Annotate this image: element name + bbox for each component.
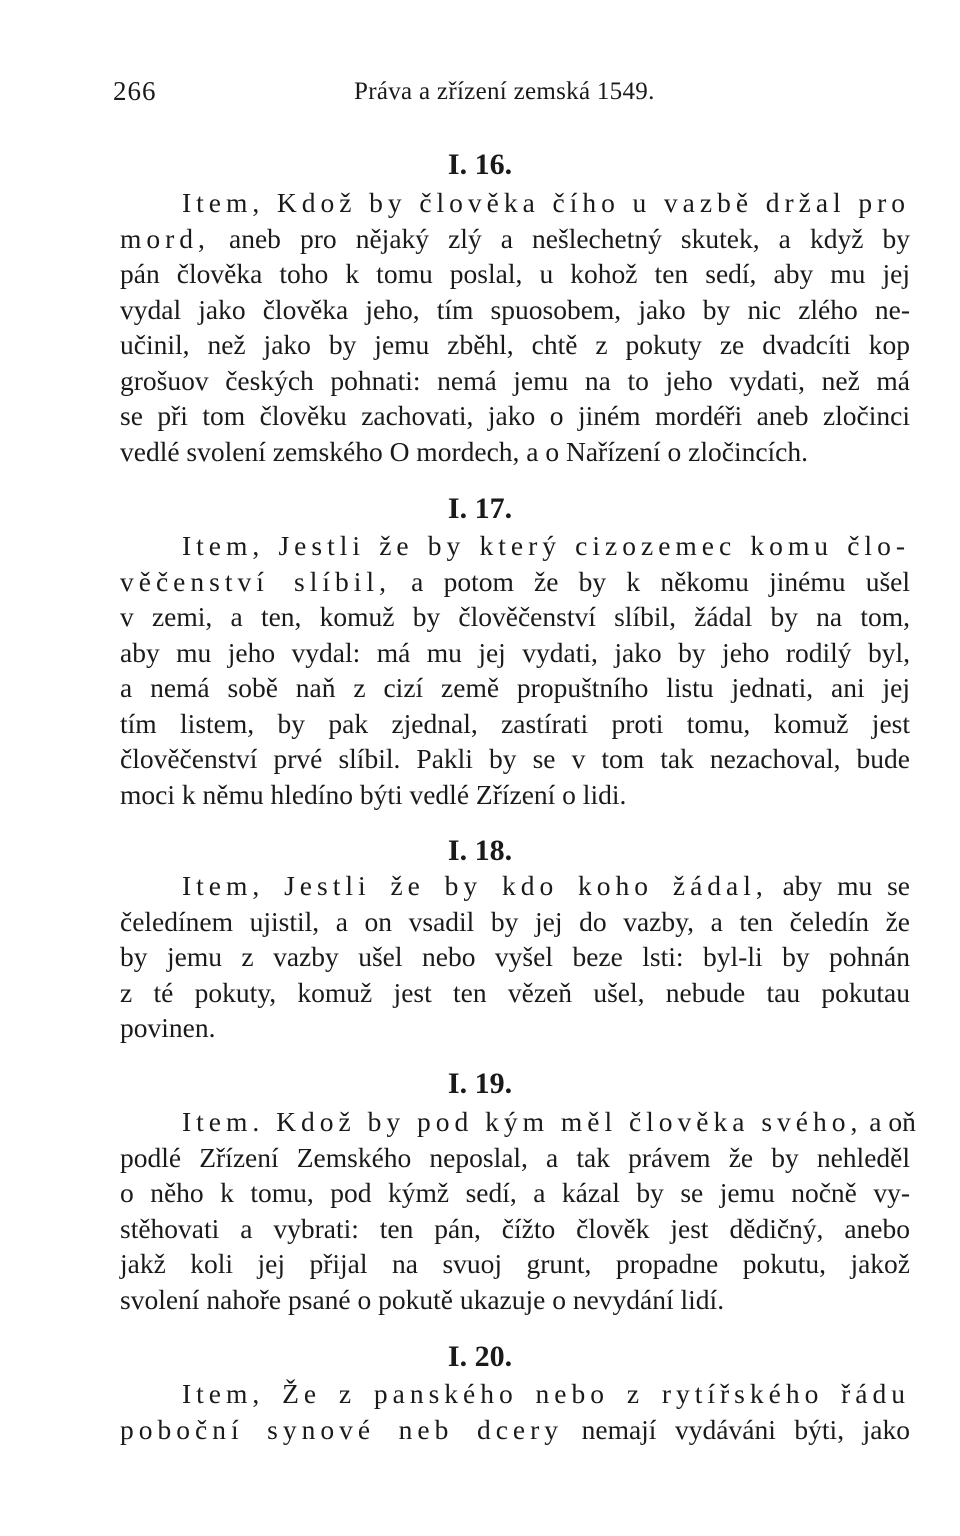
text-line: vedlé svolení zemského O mordech, a o Nařízení o zločincích. [120, 435, 809, 467]
running-title: Práva a zřízení zemská 1549. [354, 78, 655, 105]
text-line: grošuov českých pohnati: nemá jemu na to jeho vydati, než má [120, 364, 910, 396]
text-line: učinil, než jako by jemu zběhl, chtě z pokuty ze dvadcíti kop [120, 329, 910, 360]
text-line: v zemi, a ten, komuž by člověčenství slíbil, žádal by na tom, [120, 601, 910, 632]
spaced-text: věčenství slíbil, [120, 565, 391, 597]
page-number: 266 [113, 76, 157, 106]
text-line: jakž koli jej přijal na svuoj grunt, propadne pokutu, jakož [120, 1248, 910, 1279]
text-line: by jemu z vazby ušel nebo vyšel beze lsti: byl-li by pohnán [120, 941, 910, 972]
section-heading: I. 18. [447, 834, 513, 867]
section-body [120, 868, 910, 1046]
text-line [120, 221, 910, 257]
spaced-text: Item, Že z panského nebo z rytířského řádu [182, 1378, 910, 1409]
text-line: povinen. [120, 1012, 216, 1043]
line-text: a oň [862, 1106, 916, 1137]
text-line: se při tom člověku zachovati, jako o jiném mordéři aneb zločinci [120, 400, 910, 431]
line-text: nemají vydáváni býti, jako [563, 1413, 910, 1445]
line-text: aby mu se [767, 870, 910, 901]
text-line: člověčenství prvé slíbil. Pakli by se v tom tak nezachoval, bude [120, 743, 910, 774]
section-heading: I. 16. [447, 148, 513, 181]
text-line: čeledínem ujistil, a on vsadil by jej do vazby, a ten čeledín že [120, 905, 910, 937]
text-line [182, 185, 910, 221]
text-line: tím listem, by pak zjednal, zastírati proti tomu, komuž jest [120, 707, 910, 739]
line-text: a potom že by k někomu jinému ušel [390, 565, 910, 597]
spaced-text: poboční synové neb dcery [120, 1413, 564, 1445]
text-line [182, 1104, 916, 1140]
section-heading: I. 19. [447, 1067, 513, 1100]
section-body [120, 185, 910, 469]
section-heading: I. 17. [447, 492, 513, 525]
text-line: aby mu jeho vydal: má mu jej vydati, jako by jeho rodilý byl, [120, 636, 910, 668]
section-body [120, 1104, 916, 1317]
text-line [182, 1376, 910, 1412]
text-line: o něho k tomu, pod kýmž sedí, a kázal by se jemu nočně vy- [120, 1177, 910, 1208]
section-body [120, 1376, 910, 1447]
text-line: stěhovati a vybrati: ten pán, čížto člověk jest dědičný, anebo [120, 1212, 910, 1244]
spaced-text: Item, Kdož by člověka čího u vazbě držal pro [182, 187, 910, 218]
text-line: a nemá sobě naň z cizí země propuštního listu jednati, ani jej [120, 672, 910, 703]
spaced-text: Item. Kdož by pod kým měl člověka svého, [182, 1106, 863, 1137]
spaced-text: mord, [120, 222, 210, 254]
text-line [120, 564, 910, 600]
text-line [182, 528, 910, 564]
text-line: moci k němu hledíno býti vedlé Zřízení o lidi. [120, 778, 627, 810]
text-line [120, 1412, 910, 1448]
text-line [182, 868, 910, 904]
text-line: podlé Zřízení Zemského neposlal, a tak právem že by nehleděl [120, 1141, 910, 1173]
section-body [120, 528, 910, 812]
text-line: vydal jako člověka jeho, tím spuosobem, jako by nic zlého ne- [120, 293, 910, 325]
text-line: pán člověka toho k tomu poslal, u kohož ten sedí, aby mu jej [120, 258, 910, 289]
page-header [113, 76, 903, 116]
text-line: svolení nahoře psané o pokutě ukazuje o nevydání lidí. [120, 1283, 725, 1315]
spaced-text: Item, Jestli že by kdo koho žádal, [182, 870, 768, 901]
spaced-text: Item, Jestli že by který cizozemec komu člo- [182, 530, 910, 561]
text-line: z té pokuty, komuž jest ten vězeň ušel, nebude tau pokutau [120, 976, 910, 1008]
section-heading: I. 20. [447, 1340, 513, 1373]
line-text: aneb pro nějaký zlý a nešlechetný skutek, a když by [209, 222, 910, 254]
